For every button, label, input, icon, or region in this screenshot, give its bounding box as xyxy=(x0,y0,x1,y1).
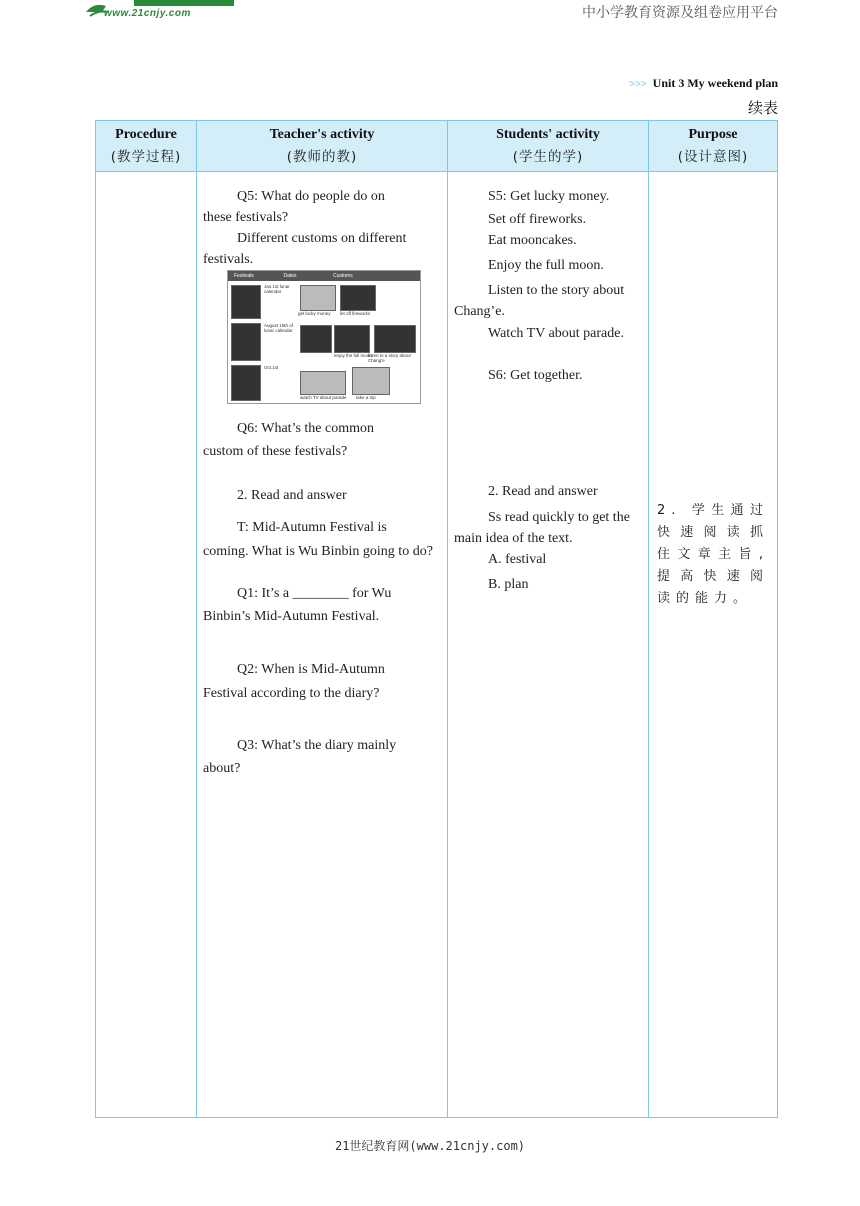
mooncake-photo xyxy=(300,325,332,353)
column-header-students: Students' activity (学生的学) xyxy=(448,121,649,172)
students-fireworks: Set off fireworks. xyxy=(488,212,587,227)
purpose-text: 2. 学生通过快速阅读抓住文章主旨,提高快速阅读的能力。 xyxy=(657,503,769,606)
students-read-answer: 2. Read and answer xyxy=(488,484,598,499)
spring-festival-photo xyxy=(231,285,261,319)
students-option-b: B. plan xyxy=(488,577,529,592)
students-quick: Ss read quickly to get the main idea of the text. xyxy=(454,510,630,546)
students-story: Listen to the story about Chang’e. xyxy=(454,283,625,319)
festival-image-header: Festivals Dates Customs xyxy=(228,271,420,281)
teacher-cell xyxy=(197,172,448,1118)
students-option-a: A. festival xyxy=(488,552,547,567)
story-photo xyxy=(374,325,416,353)
column-header-teacher: Teacher's activity (教师的教) xyxy=(197,121,448,172)
fireworks-photo xyxy=(340,285,376,311)
students-parade: Watch TV about parade. xyxy=(488,326,624,341)
students-mooncakes: Eat mooncakes. xyxy=(488,233,577,248)
mid-autumn-photo xyxy=(231,323,261,361)
trip-photo xyxy=(352,367,390,395)
teacher-customs: Different customs on different festivals. xyxy=(203,231,407,267)
students-cell xyxy=(448,172,649,1118)
logo-url: www.21cnjy.com xyxy=(104,8,191,19)
platform-title: 中小学教育资源及组卷应用平台 xyxy=(582,5,778,21)
procedure-cell xyxy=(96,172,197,1118)
unit-title xyxy=(629,76,778,91)
teacher-intro: T: Mid-Autumn Festival is coming. What is Wu Binbin going to do? xyxy=(203,520,433,559)
teacher-q5: Q5: What do people do on these festivals? xyxy=(203,189,385,225)
parade-photo xyxy=(300,371,346,395)
teacher-q3: Q3: What’s the diary mainly about? xyxy=(203,738,397,776)
table-body-row xyxy=(96,172,778,1118)
lucky-money-photo xyxy=(300,285,336,311)
teacher-q1: Q1: It’s a ________ for Wu Binbin’s Mid-Autumn Festival. xyxy=(203,586,392,624)
teacher-read-answer: 2. Read and answer xyxy=(237,488,347,503)
column-header-purpose: Purpose (设计意图) xyxy=(649,121,778,172)
column-header-procedure: Procedure (教学过程) xyxy=(96,121,197,172)
teacher-q2: Q2: When is Mid-Autumn Festival according to the diary? xyxy=(203,662,385,701)
students-s6: S6: Get together. xyxy=(488,368,583,383)
students-moon: Enjoy the full moon. xyxy=(488,258,604,273)
full-moon-photo xyxy=(334,325,370,353)
festival-customs-image: Festivals Dates Customs Jan.1st lunar calendar get lucky money let off fireworks August 15th of lunar calendar enjoy the full moon listen to a story about Chang'e Oct.1st watch TV about parade take a trip xyxy=(227,270,421,404)
arrows-icon: >>> xyxy=(629,79,647,90)
purpose-cell xyxy=(649,172,778,1118)
unit-label: Unit 3 My weekend plan xyxy=(652,76,778,90)
students-s5: S5: Get lucky money. xyxy=(488,189,610,204)
lesson-plan-table xyxy=(95,120,778,1118)
national-day-photo xyxy=(231,365,261,401)
page-footer: 21世纪教育网(www.21cnjy.com) xyxy=(334,1139,526,1153)
continued-label: 续表 xyxy=(747,99,778,117)
teacher-q6: Q6: What’s the common custom of these festivals? xyxy=(203,421,374,459)
table-header-row xyxy=(96,121,778,172)
